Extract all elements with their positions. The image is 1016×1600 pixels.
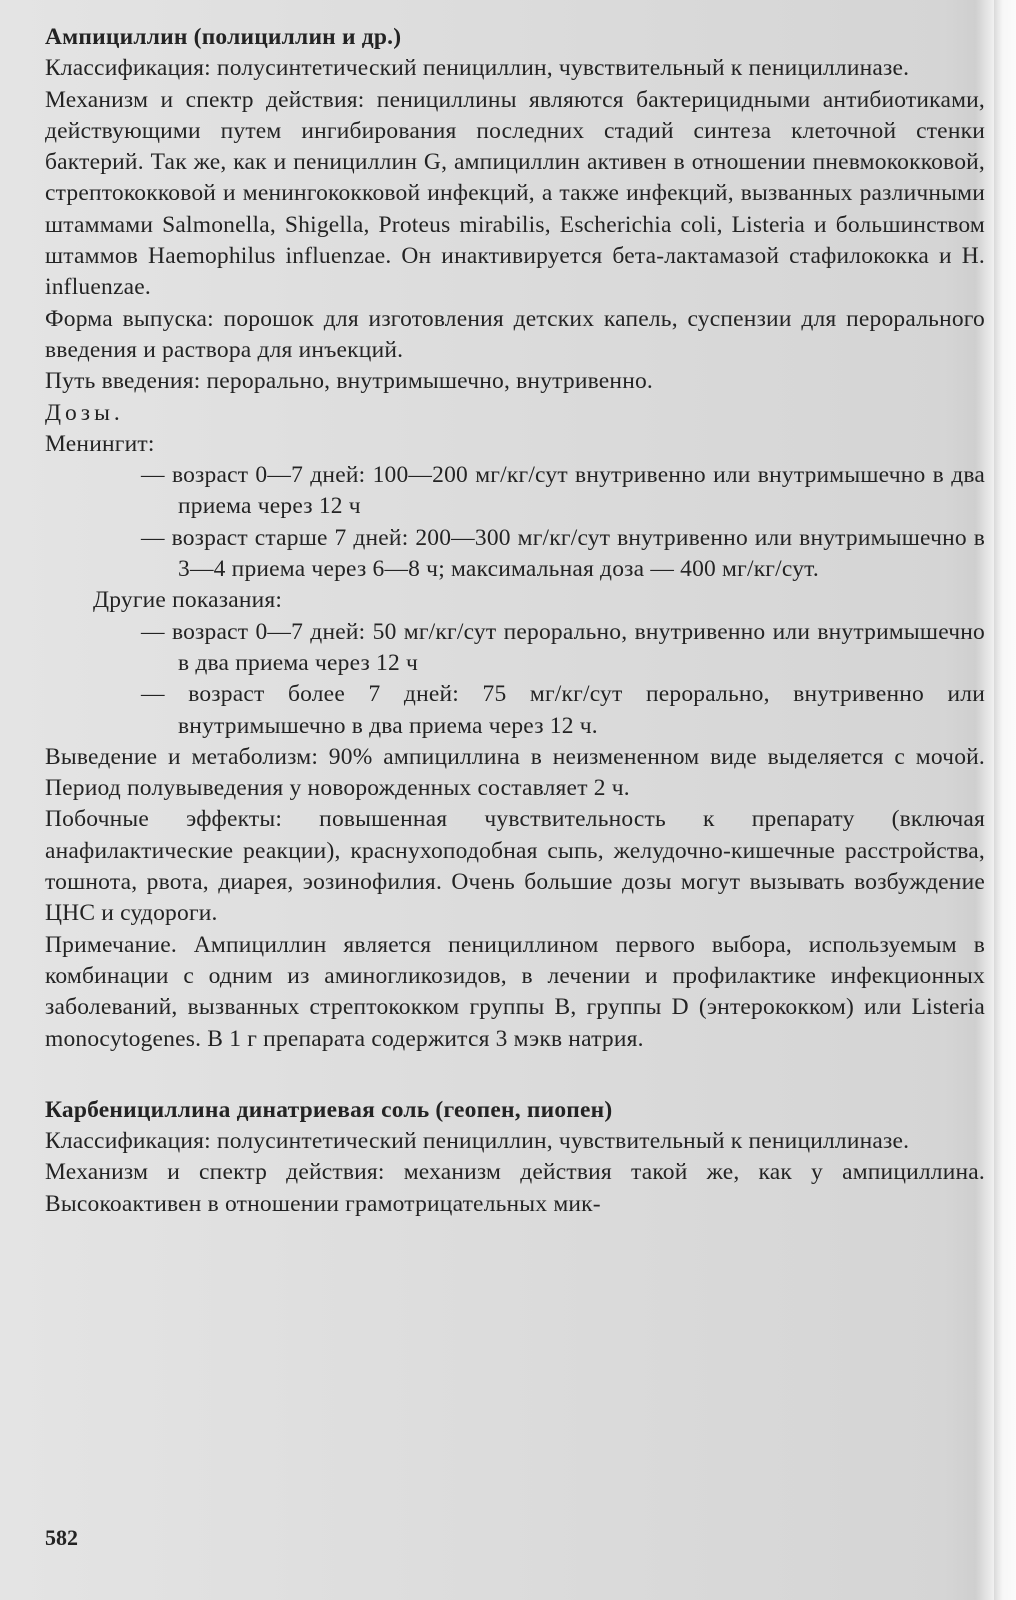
note-paragraph: Примечание. Ампициллин является пенициллином первого выбора, используемым в комбинации с одним из аминогликозидов, в лечении и профилактике инфекционных заболеваний, вызванных стрептококком группы B, группы D (энтерококком) или Listeria monocytogenes. В 1 г препарата содержится 3 мэкв натрия. (45, 931, 985, 1052)
route-paragraph: Путь введения: перорально, внутримышечно, внутривенно. (45, 368, 653, 395)
drug-title-carbenicillin: Карбенициллина динатриевая соль (геопен, пиопен) (45, 1096, 613, 1123)
mechanism-paragraph: Механизм и спектр действия: пенициллины являются бактерицидными антибиотиками, действующими путем ингибирования последних стадий синтеза клеточной стенки бактерий. Так же, как и пенициллин G, ампициллин активен в отношении пневмококковой, стрептококковой и менингококковой инфекций, а также инфекций, вызванных различными штаммами Salmonella, Shigella, Proteus mirabilis, Escherichia coli, Listeria и большинством штаммов Haemophilus influenzae. Он инактивируется бета-лактамазой стафилококка и H. influenzae. (45, 86, 985, 301)
page-number: 582 (45, 1525, 78, 1550)
page-binding-edge (994, 0, 1016, 1600)
other-indications-heading: Другие показания: (93, 587, 283, 614)
meningitis-heading: Менингит: (45, 430, 155, 457)
dose-item: — возраст 0—7 дней: 100—200 мг/кг/сут внутривенно или внутримышечно в два приема через 12 ч (141, 462, 985, 520)
dose-item: — возраст более 7 дней: 75 мг/кг/сут перорально, внутривенно или внутримышечно в два приема через 12 ч. (141, 681, 985, 739)
excretion-paragraph: Выведение и метаболизм: 90% ампициллина в неизмененном виде выделяется с мочой. Период полувыведения у новорожденных составляет 2 ч. (45, 743, 985, 802)
dose-item: — возраст старше 7 дней: 200—300 мг/кг/сут внутривенно или внутримышечно в 3—4 приема через 6—8 ч; максимальная доза — 400 мг/кг/сут. (141, 524, 985, 583)
side-effects-paragraph: Побочные эффекты: повышенная чувствительность к препарату (включая анафилактические реакции), краснухоподобная сыпь, желудочно-кишечные расстройства, тошнота, рвота, диарея, эозинофилия. Очень большие дозы могут вызывать возбуждение ЦНС и судороги. (45, 806, 985, 927)
doses-heading: Дозы. (45, 399, 124, 426)
mechanism-paragraph: Механизм и спектр действия: механизм действия такой же, как у ампициллина. Высокоактивен в отношении грамотрицательных мик- (45, 1159, 985, 1217)
text-column (45, 22, 985, 1220)
section-gap (45, 1055, 985, 1095)
dose-item: — возраст 0—7 дней: 50 мг/кг/сут перорально, внутривенно или внутримышечно в два приема через 12 ч (141, 618, 985, 676)
release-form-paragraph: Форма выпуска: порошок для изготовления детских капель, суспензии для перорального введения и раствора для инъекций. (45, 305, 985, 363)
drug-title-ampicillin: Ампициллин (полициллин и др.) (45, 24, 402, 50)
classification-paragraph: Классификация: полусинтетический пенициллин, чувствительный к пенициллиназе. (45, 1128, 910, 1155)
classification-paragraph: Классификация: полусинтетический пенициллин, чувствительный к пенициллиназе. (45, 55, 910, 82)
